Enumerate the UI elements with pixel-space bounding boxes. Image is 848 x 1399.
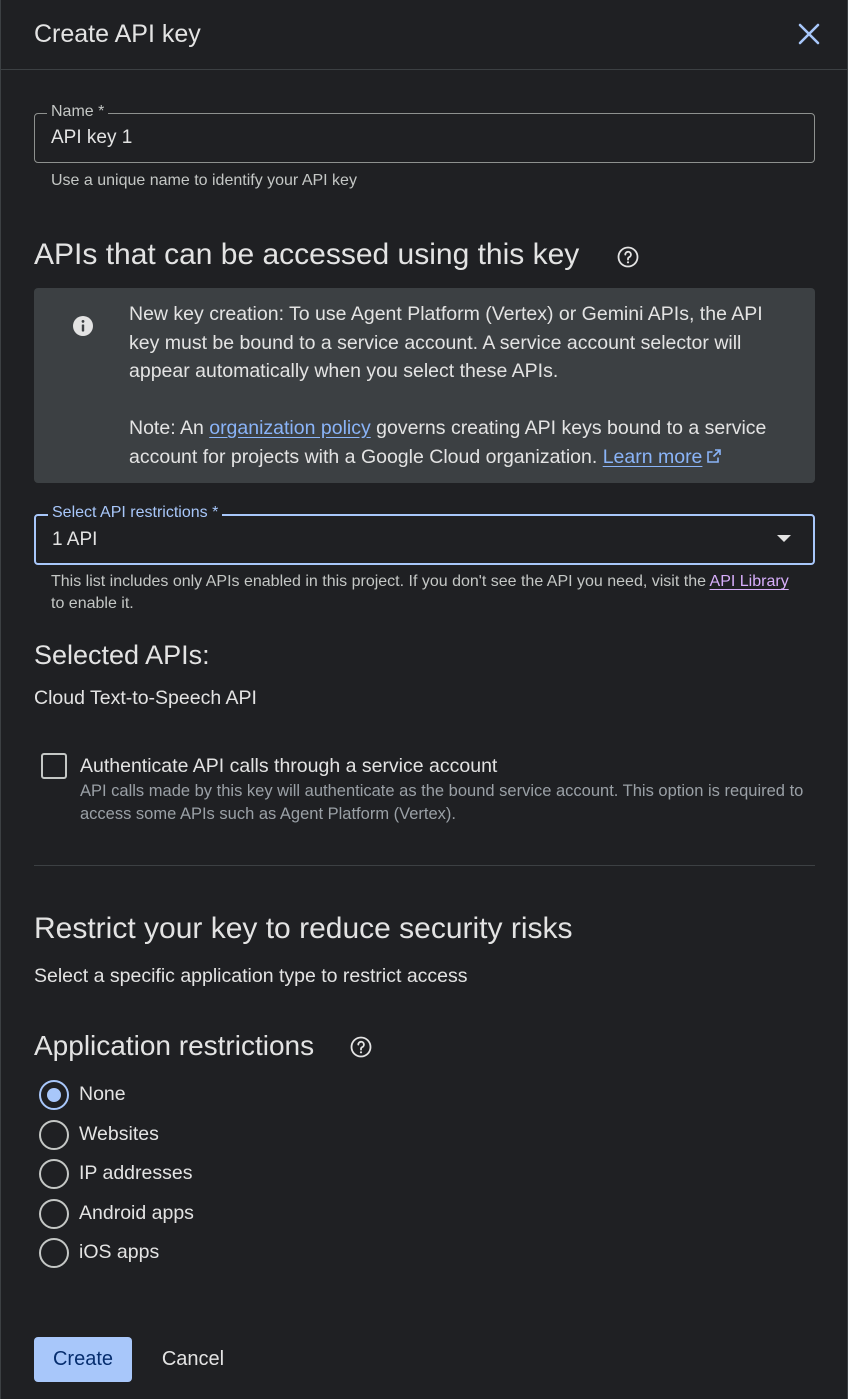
restrict-section-title: Restrict your key to reduce security risks	[34, 912, 573, 945]
api-restrictions-select[interactable]	[34, 504, 815, 565]
dialog-header	[1, 0, 847, 70]
help-circle-icon	[349, 1035, 373, 1059]
info-text	[129, 300, 789, 471]
radio-label: None	[79, 1083, 126, 1105]
service-account-label: Authenticate API calls through a service account	[80, 755, 498, 777]
radio-label: iOS apps	[79, 1241, 160, 1263]
external-link-icon	[706, 448, 722, 464]
radio-button[interactable]	[39, 1199, 69, 1229]
restrict-section-subtitle: Select a specific application type to restrict access	[34, 965, 468, 987]
name-field-value: API key 1	[51, 127, 133, 148]
helper-suffix: to enable it.	[51, 595, 134, 612]
name-field-label: Name *	[47, 103, 108, 121]
cancel-button[interactable]: Cancel	[147, 1337, 239, 1382]
create-button[interactable]: Create	[34, 1337, 132, 1382]
name-field[interactable]	[34, 103, 815, 163]
name-helper-text: Use a unique name to identify your API key	[51, 172, 357, 189]
section-divider	[34, 865, 815, 866]
organization-policy-link[interactable]: organization policy	[209, 417, 371, 439]
help-circle-icon	[616, 245, 640, 269]
app-restrictions-title: Application restrictions	[34, 1030, 315, 1061]
dialog-title: Create API key	[34, 20, 201, 48]
radio-label: Android apps	[79, 1202, 194, 1224]
note-prefix: Note: An	[129, 417, 210, 439]
radio-button[interactable]	[39, 1080, 69, 1110]
service-account-description: API calls made by this key will authenticate as the bound service account. This option is required to access some APIs such as Agent Platform (Vertex).	[80, 782, 804, 823]
info-banner	[34, 288, 815, 483]
radio-label: Websites	[79, 1123, 159, 1145]
learn-more-link[interactable]	[603, 446, 723, 468]
api-restrictions-helper	[51, 571, 791, 615]
api-library-link[interactable]: API Library	[709, 573, 789, 590]
dropdown-arrow-icon	[777, 535, 791, 542]
service-account-checkbox[interactable]	[41, 753, 67, 779]
note-middle: governs creating API keys bound to a service account for projects with a Google Cloud organization.	[129, 417, 767, 468]
close-button[interactable]	[795, 20, 823, 48]
radio-label: IP addresses	[79, 1162, 193, 1184]
learn-more-label: Learn more	[602, 445, 703, 468]
api-restrictions-value: 1 API	[52, 529, 98, 550]
info-paragraph-1: New key creation: To use Agent Platform (Vertex) or Gemini APIs, the API key must be bound to a service account. A service account selector will appear automatically when you select these APIs.	[129, 303, 763, 382]
selected-api-item: Cloud Text-to-Speech API	[34, 687, 257, 709]
api-restrictions-label: Select API restrictions *	[48, 504, 222, 522]
radio-button[interactable]	[39, 1238, 69, 1268]
apis-section-title: APIs that can be accessed using this key	[34, 238, 580, 271]
radio-button[interactable]	[39, 1120, 69, 1150]
close-icon	[795, 20, 823, 48]
helper-prefix: This list includes only APIs enabled in this project. If you don't see the API you need, visit the	[51, 573, 710, 590]
info-paragraph-2	[129, 414, 789, 471]
app-restrictions-help-button[interactable]	[349, 1035, 373, 1059]
selected-apis-title: Selected APIs:	[34, 640, 210, 670]
radio-button[interactable]	[39, 1159, 69, 1189]
info-icon	[71, 314, 95, 338]
apis-help-button[interactable]	[616, 245, 640, 269]
